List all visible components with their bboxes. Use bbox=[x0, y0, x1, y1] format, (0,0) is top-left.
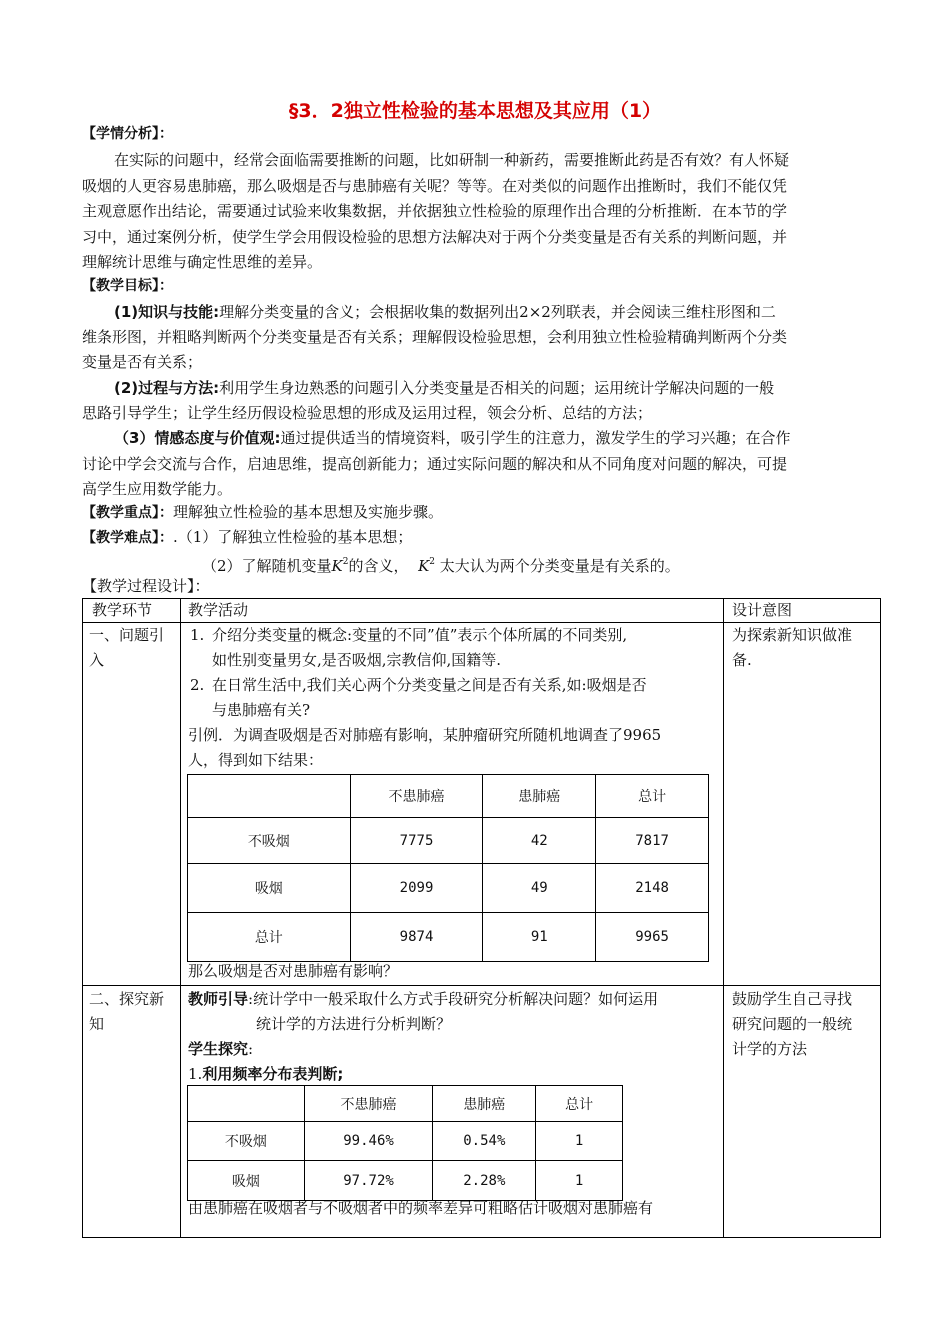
count-cell: 9874 bbox=[350, 913, 483, 962]
analysis-line-1: 在实际的问题中，经常会面临需要推断的问题，比如研制一种新药，需要推断此药是否有效？有人怀疑 bbox=[114, 151, 790, 169]
freq-header-total: 总计 bbox=[536, 1086, 623, 1122]
count-header-cancer: 患肺癌 bbox=[483, 775, 596, 818]
count-table bbox=[187, 774, 709, 962]
item-1 bbox=[212, 623, 627, 673]
goals-heading: 【教学目标】： bbox=[82, 278, 173, 294]
analysis-line-3: 主观意愿作出结论，需要通过试验来收集数据，并依据独立性检验的原理作出合理的分析推断．在本节的学 bbox=[82, 202, 788, 220]
goal-3-line-2: 讨论中学会交流与合作，启迪思维，提高创新能力；通过实际问题的解决和从不同角度对问题的解决，可提 bbox=[82, 455, 788, 473]
stage-1 bbox=[89, 623, 164, 673]
count-header-blank bbox=[188, 775, 351, 818]
item-2-line-2: 与患肺癌有关? bbox=[212, 701, 311, 719]
freq-header-no-cancer: 不患肺癌 bbox=[304, 1086, 433, 1122]
stage-2-line-2: 知 bbox=[89, 1015, 105, 1033]
goal-2-text: 利用学生身边熟悉的问题引入分类变量是否相关的问题；运用统计学解决问题的一般 bbox=[219, 379, 775, 397]
stage-2 bbox=[89, 987, 164, 1037]
freq-header-blank bbox=[188, 1086, 305, 1122]
intent-2-line-1: 鼓励学生自己寻找 bbox=[732, 990, 853, 1008]
count-cell: 9965 bbox=[596, 913, 709, 962]
table-divider bbox=[82, 985, 881, 986]
analysis-line-5: 理解统计思维与确定性思维的差异。 bbox=[82, 253, 323, 271]
goal-1-label: (1)知识与技能: bbox=[114, 303, 220, 321]
goal-1-text: 理解分类变量的含义；会根据收集的数据列出2×2列联表，并会阅读三维柱形图和二 bbox=[219, 303, 776, 321]
table-row bbox=[188, 1086, 623, 1122]
guide-line-1: :统计学中一般采取什么方式手段研究分析解决问题？如何运用 bbox=[248, 990, 659, 1008]
goal-2-label: (2)过程与方法: bbox=[114, 379, 220, 397]
stage-1-line-1: 一、问题引 bbox=[89, 626, 165, 644]
count-row-label: 不吸烟 bbox=[188, 818, 351, 864]
goal-1-line-1 bbox=[114, 302, 776, 323]
freq-header-cancer: 患肺癌 bbox=[433, 1086, 536, 1122]
table-divider bbox=[723, 598, 724, 1238]
intent-1 bbox=[732, 623, 852, 673]
stage-1-line-2: 入 bbox=[89, 651, 105, 669]
count-row-label: 总计 bbox=[188, 913, 351, 962]
example-line-2: 人，得到如下结果： bbox=[188, 751, 324, 769]
item-1-no: 1. bbox=[190, 626, 205, 644]
intent-1-line-1: 为探索新知识做准 bbox=[732, 626, 853, 644]
table-divider bbox=[180, 598, 181, 1238]
k-superscript: 2 bbox=[342, 557, 349, 567]
table-row bbox=[188, 864, 709, 913]
guide-line-2: 统计学的方法进行分析判断？ bbox=[256, 1015, 452, 1033]
guide-label: 教师引导 bbox=[188, 990, 249, 1008]
header-intent: 设计意图 bbox=[732, 601, 793, 619]
table-row bbox=[188, 1122, 623, 1161]
goal-3-line-1 bbox=[114, 428, 790, 449]
difficulty-heading: 【教学难点】： bbox=[82, 530, 173, 546]
intent-2-line-2: 研究问题的一般统 bbox=[732, 1015, 853, 1033]
goal-3-label: （3）情感态度与价值观: bbox=[114, 429, 281, 447]
freq-cell: 2.28% bbox=[433, 1161, 536, 1201]
count-cell: 7775 bbox=[350, 818, 483, 864]
freq-cell: 99.46% bbox=[304, 1122, 433, 1161]
analysis-line-2: 吸烟的人更容易患肺癌，那么吸烟是否与患肺癌有关呢？等等。在对类似的问题作出推断时，我们不能仅凭 bbox=[82, 177, 788, 195]
teacher-guide bbox=[188, 987, 658, 1012]
k-superscript-2: 2 bbox=[429, 557, 436, 567]
difficulty-item-2c: 太大认为两个分类变量是有关系的。 bbox=[439, 557, 680, 575]
header-stage: 教学环节 bbox=[92, 601, 153, 619]
stage-2-line-1: 二、探究新 bbox=[89, 990, 165, 1008]
item-1-line-2: 如性别变量男女,是否吸烟,宗教信仰,国籍等. bbox=[212, 651, 502, 669]
intent-2-line-3: 计学的方法 bbox=[732, 1040, 808, 1058]
table-row bbox=[188, 818, 709, 864]
item-1-line-1: 介绍分类变量的概念:变量的不同”值”表示个体所属的不同类别, bbox=[212, 626, 628, 644]
method-title: 利用频率分布表判断; bbox=[202, 1065, 344, 1083]
example-line-1: 引例．为调查吸烟是否对肺癌有影响，某肿瘤研究所随机地调查了9965 bbox=[188, 726, 662, 744]
count-header-no-cancer: 不患肺癌 bbox=[350, 775, 483, 818]
intent-1-line-2: 备. bbox=[732, 651, 752, 669]
count-cell: 2099 bbox=[350, 864, 483, 913]
freq-cell: 97.72% bbox=[304, 1161, 433, 1201]
freq-cell: 1 bbox=[536, 1122, 623, 1161]
item-2-no: 2. bbox=[190, 676, 205, 694]
difficulty-item-1: .（1）了解独立性检验的基本思想； bbox=[173, 528, 413, 546]
focus-line bbox=[82, 502, 443, 524]
difficulty-line-1 bbox=[82, 527, 412, 549]
process-heading: 【教学过程设计】： bbox=[82, 577, 210, 595]
page-title: §3．2独立性检验的基本思想及其应用（1） bbox=[288, 100, 662, 122]
count-header-total: 总计 bbox=[596, 775, 709, 818]
count-cell: 91 bbox=[483, 913, 596, 962]
count-cell: 2148 bbox=[596, 864, 709, 913]
difficulty-item-2b: 的含义， bbox=[348, 557, 409, 575]
goal-3-line-3: 高学生应用数学能力。 bbox=[82, 480, 233, 498]
student-explore bbox=[188, 1037, 253, 1062]
goal-1-line-3: 变量是否有关系； bbox=[82, 353, 203, 371]
goal-1-line-2: 维条形图，并粗略判断两个分类变量是否有关系；理解假设检验思想，会利用独立性检验精确判断两个分类 bbox=[82, 328, 788, 346]
goal-2-line-2: 思路引导学生；让学生经历假设检验思想的形成及运用过程，领会分析、总结的方法； bbox=[82, 404, 653, 422]
analysis-heading: 【学情分析】： bbox=[82, 126, 173, 142]
method-line bbox=[188, 1062, 343, 1087]
intent-2 bbox=[732, 987, 852, 1062]
k-symbol: K bbox=[331, 557, 343, 575]
explore-label: 学生探究 bbox=[188, 1040, 249, 1058]
table-row bbox=[188, 775, 709, 818]
goal-2-line-1 bbox=[114, 378, 774, 399]
count-row-label: 吸烟 bbox=[188, 864, 351, 913]
item-2 bbox=[212, 673, 647, 723]
analysis-line-4: 习中，通过案例分析，使学生学会用假设检验的思想方法解决对于两个分类变量是否有关系的判断问题，并 bbox=[82, 228, 788, 246]
focus-heading: 【教学重点】： bbox=[82, 505, 173, 521]
header-activity: 教学活动 bbox=[188, 601, 249, 619]
item-2-line-1: 在日常生活中,我们关心两个分类变量之间是否有关系,如:吸烟是否 bbox=[212, 676, 647, 694]
freq-row-label: 吸烟 bbox=[188, 1161, 305, 1201]
table-row bbox=[188, 1161, 623, 1201]
conclusion-text: 由患肺癌在吸烟者与不吸烟者中的频率差异可粗略估计吸烟对患肺癌有 bbox=[188, 1199, 654, 1217]
freq-cell: 1 bbox=[536, 1161, 623, 1201]
count-cell: 49 bbox=[483, 864, 596, 913]
question-text: 那么吸烟是否对患肺癌有影响？ bbox=[188, 962, 399, 980]
explore-colon: : bbox=[248, 1040, 254, 1058]
table-row bbox=[188, 913, 709, 962]
freq-cell: 0.54% bbox=[433, 1122, 536, 1161]
count-cell: 7817 bbox=[596, 818, 709, 864]
method-number: 1. bbox=[188, 1065, 203, 1083]
focus-text: 理解独立性检验的基本思想及实施步骤。 bbox=[173, 503, 444, 521]
count-cell: 42 bbox=[483, 818, 596, 864]
difficulty-line-2 bbox=[202, 552, 680, 577]
frequency-table bbox=[187, 1085, 623, 1201]
k-symbol-2: K bbox=[418, 557, 430, 575]
freq-row-label: 不吸烟 bbox=[188, 1122, 305, 1161]
example-text bbox=[188, 723, 661, 773]
difficulty-item-2a: （2）了解随机变量 bbox=[202, 557, 332, 575]
goal-3-text: 通过提供适当的情境资料，吸引学生的注意力，激发学生的学习兴趣；在合作 bbox=[280, 429, 791, 447]
